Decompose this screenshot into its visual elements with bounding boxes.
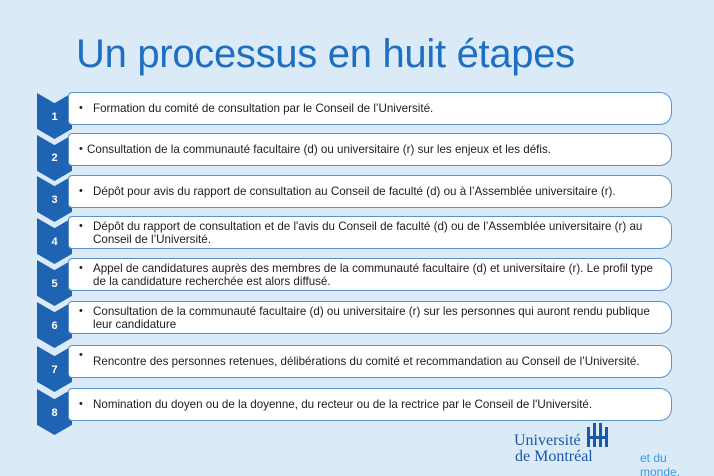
logo-line-2: de Montréal <box>515 448 593 465</box>
step-7-text: Rencontre des personnes retenues, délibérations du comité et recommandation au Conseil de l’Université. <box>93 355 640 368</box>
step-3-text: Dépôt pour avis du rapport de consultation au Conseil de faculté (d) ou à l’Assemblée universitaire (r). <box>93 185 616 198</box>
bullet: • <box>79 102 83 114</box>
bullet: • <box>79 143 83 155</box>
bullet: • <box>79 305 83 317</box>
step-4-number: 4 <box>51 236 58 248</box>
step-6-text: Consultation de la communauté facultaire (d) ou universitaire (r) sur les personnes qui auront rendu publique leur candidature <box>93 304 650 331</box>
slide-title: Un processus en huit étapes <box>76 32 575 76</box>
step-8-number: 8 <box>51 407 58 419</box>
step-5-box <box>68 258 672 291</box>
step-7-box <box>68 345 672 378</box>
bullet: • <box>79 185 83 197</box>
bullet: • <box>79 398 83 410</box>
step-1-number: 1 <box>51 111 58 123</box>
step-3-number: 3 <box>51 194 58 206</box>
step-8-box <box>68 388 672 421</box>
step-1-box <box>68 92 672 125</box>
step-6-number: 6 <box>51 320 58 332</box>
step-4-box <box>68 216 672 249</box>
step-2-box <box>68 133 672 166</box>
step-7-number: 7 <box>51 364 58 376</box>
step-4-text: Dépôt du rapport de consultation et de l'avis du Conseil de faculté (d) ou de l’Assemblée universitaire (r) au Conseil de l’Université. <box>93 219 643 246</box>
logo-line-1: Université <box>514 432 581 449</box>
step-1-text: Formation du comité de consultation par le Conseil de l’Université. <box>93 102 434 115</box>
step-2-text: Consultation de la communauté facultaire (d) ou universitaire (r) sur les enjeux et les défis. <box>87 143 551 156</box>
step-5-text: Appel de candidatures auprès des membres de la communauté facultaire (d) et universitaire (r). Le profil type de la candidature recherchée est alors diffusé. <box>93 261 653 288</box>
step-8-text: Nomination du doyen ou de la doyenne, du recteur ou de la rectrice par le Conseil de l'Université. <box>93 398 593 411</box>
bullet: • <box>79 262 83 274</box>
logo-tagline: et du monde. <box>640 451 681 476</box>
step-2-number: 2 <box>51 152 58 164</box>
bullet: • <box>79 349 83 361</box>
university-emblem-icon <box>584 421 610 449</box>
bullet: • <box>79 220 83 232</box>
step-5-number: 5 <box>51 278 58 290</box>
universite-de-montreal-logo <box>514 421 704 476</box>
step-3-box <box>68 175 672 208</box>
step-6-box <box>68 301 672 334</box>
